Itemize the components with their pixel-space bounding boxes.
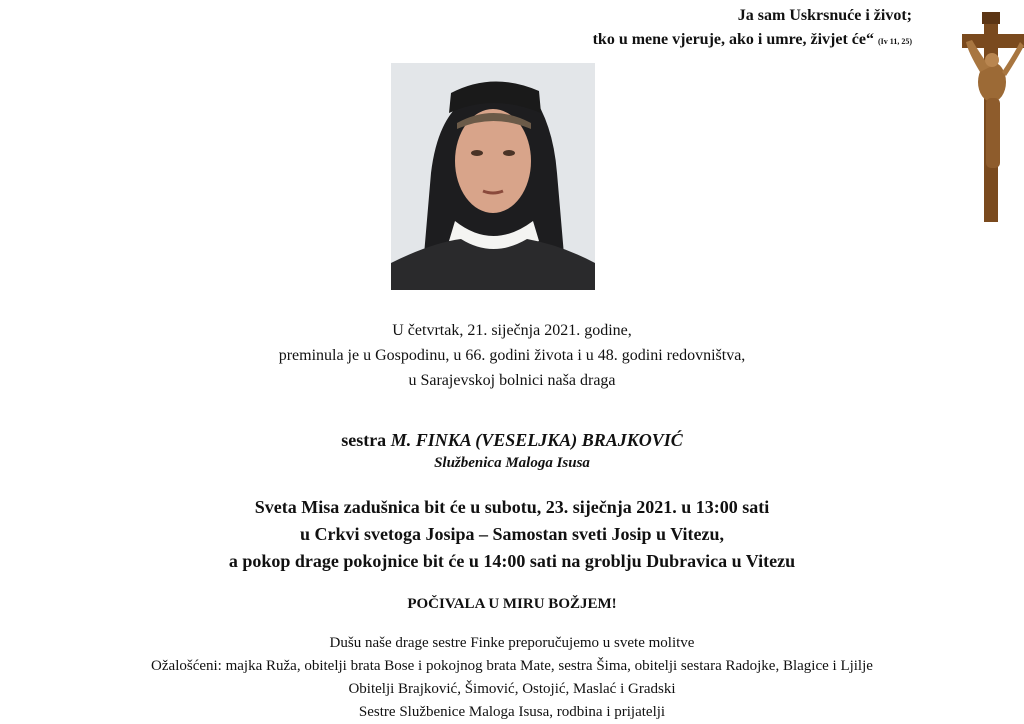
quote-reference: (Iv 11, 25) [878, 37, 912, 46]
footer-line-3: Obitelji Brajković, Šimović, Ostojić, Maslać i Gradski [348, 681, 676, 697]
quote-line-1: Ja sam Uskrsnuće i život; [737, 7, 912, 24]
quote-text: tko u mene vjeruje, ako i umre, živjet će“ [592, 31, 874, 48]
deceased-photo [391, 63, 595, 290]
announcement-line-2: preminula je u Gospodinu, u 66. godini života i u 48. godini redovništva, [278, 347, 746, 364]
deceased-name: M. FINKA (VESELJKA) BRAJKOVIĆ [390, 430, 683, 450]
bible-quote [593, 4, 912, 54]
footer-line-4: Sestre Službenice Maloga Isusa, rodbina i prijatelji [358, 704, 666, 720]
announcement-line-1: U četvrtak, 21. siječnja 2021. godine, [392, 322, 632, 339]
rest-in-peace: POČIVALA U MIRU BOŽJEM! [407, 596, 617, 612]
deceased-prefix: sestra [341, 430, 387, 450]
footer-line-2: Ožalošćeni: majka Ruža, obitelji brata Bose i pokojnog brata Mate, sestra Šima, obitelji sestara Radojke, Blagice i Ljilje [151, 658, 873, 674]
crucifix-icon [962, 12, 1024, 222]
footer-line-1: Dušu naše drage sestre Finke preporučujemo u svete molitve [329, 635, 695, 651]
announcement-line-3: u Sarajevskoj bolnici naša draga [408, 372, 616, 389]
mourners [0, 632, 1024, 724]
mass-line-2: u Crkvi svetoga Josipa – Samostan sveti Josip u Vitezu, [299, 524, 725, 544]
mass-line-3: a pokop drage pokojnice bit će u 14:00 sati na groblju Dubravica u Vitezu [228, 551, 796, 571]
religious-order: Službenica Maloga Isusa [434, 455, 590, 471]
mass-line-1: Sveta Misa zadušnica bit će u subotu, 23. siječnja 2021. u 13:00 sati [254, 497, 770, 517]
quote-line-2 [593, 28, 912, 54]
mass-info [0, 494, 1024, 575]
deceased-name-line [0, 428, 1024, 452]
announcement [0, 318, 1024, 393]
